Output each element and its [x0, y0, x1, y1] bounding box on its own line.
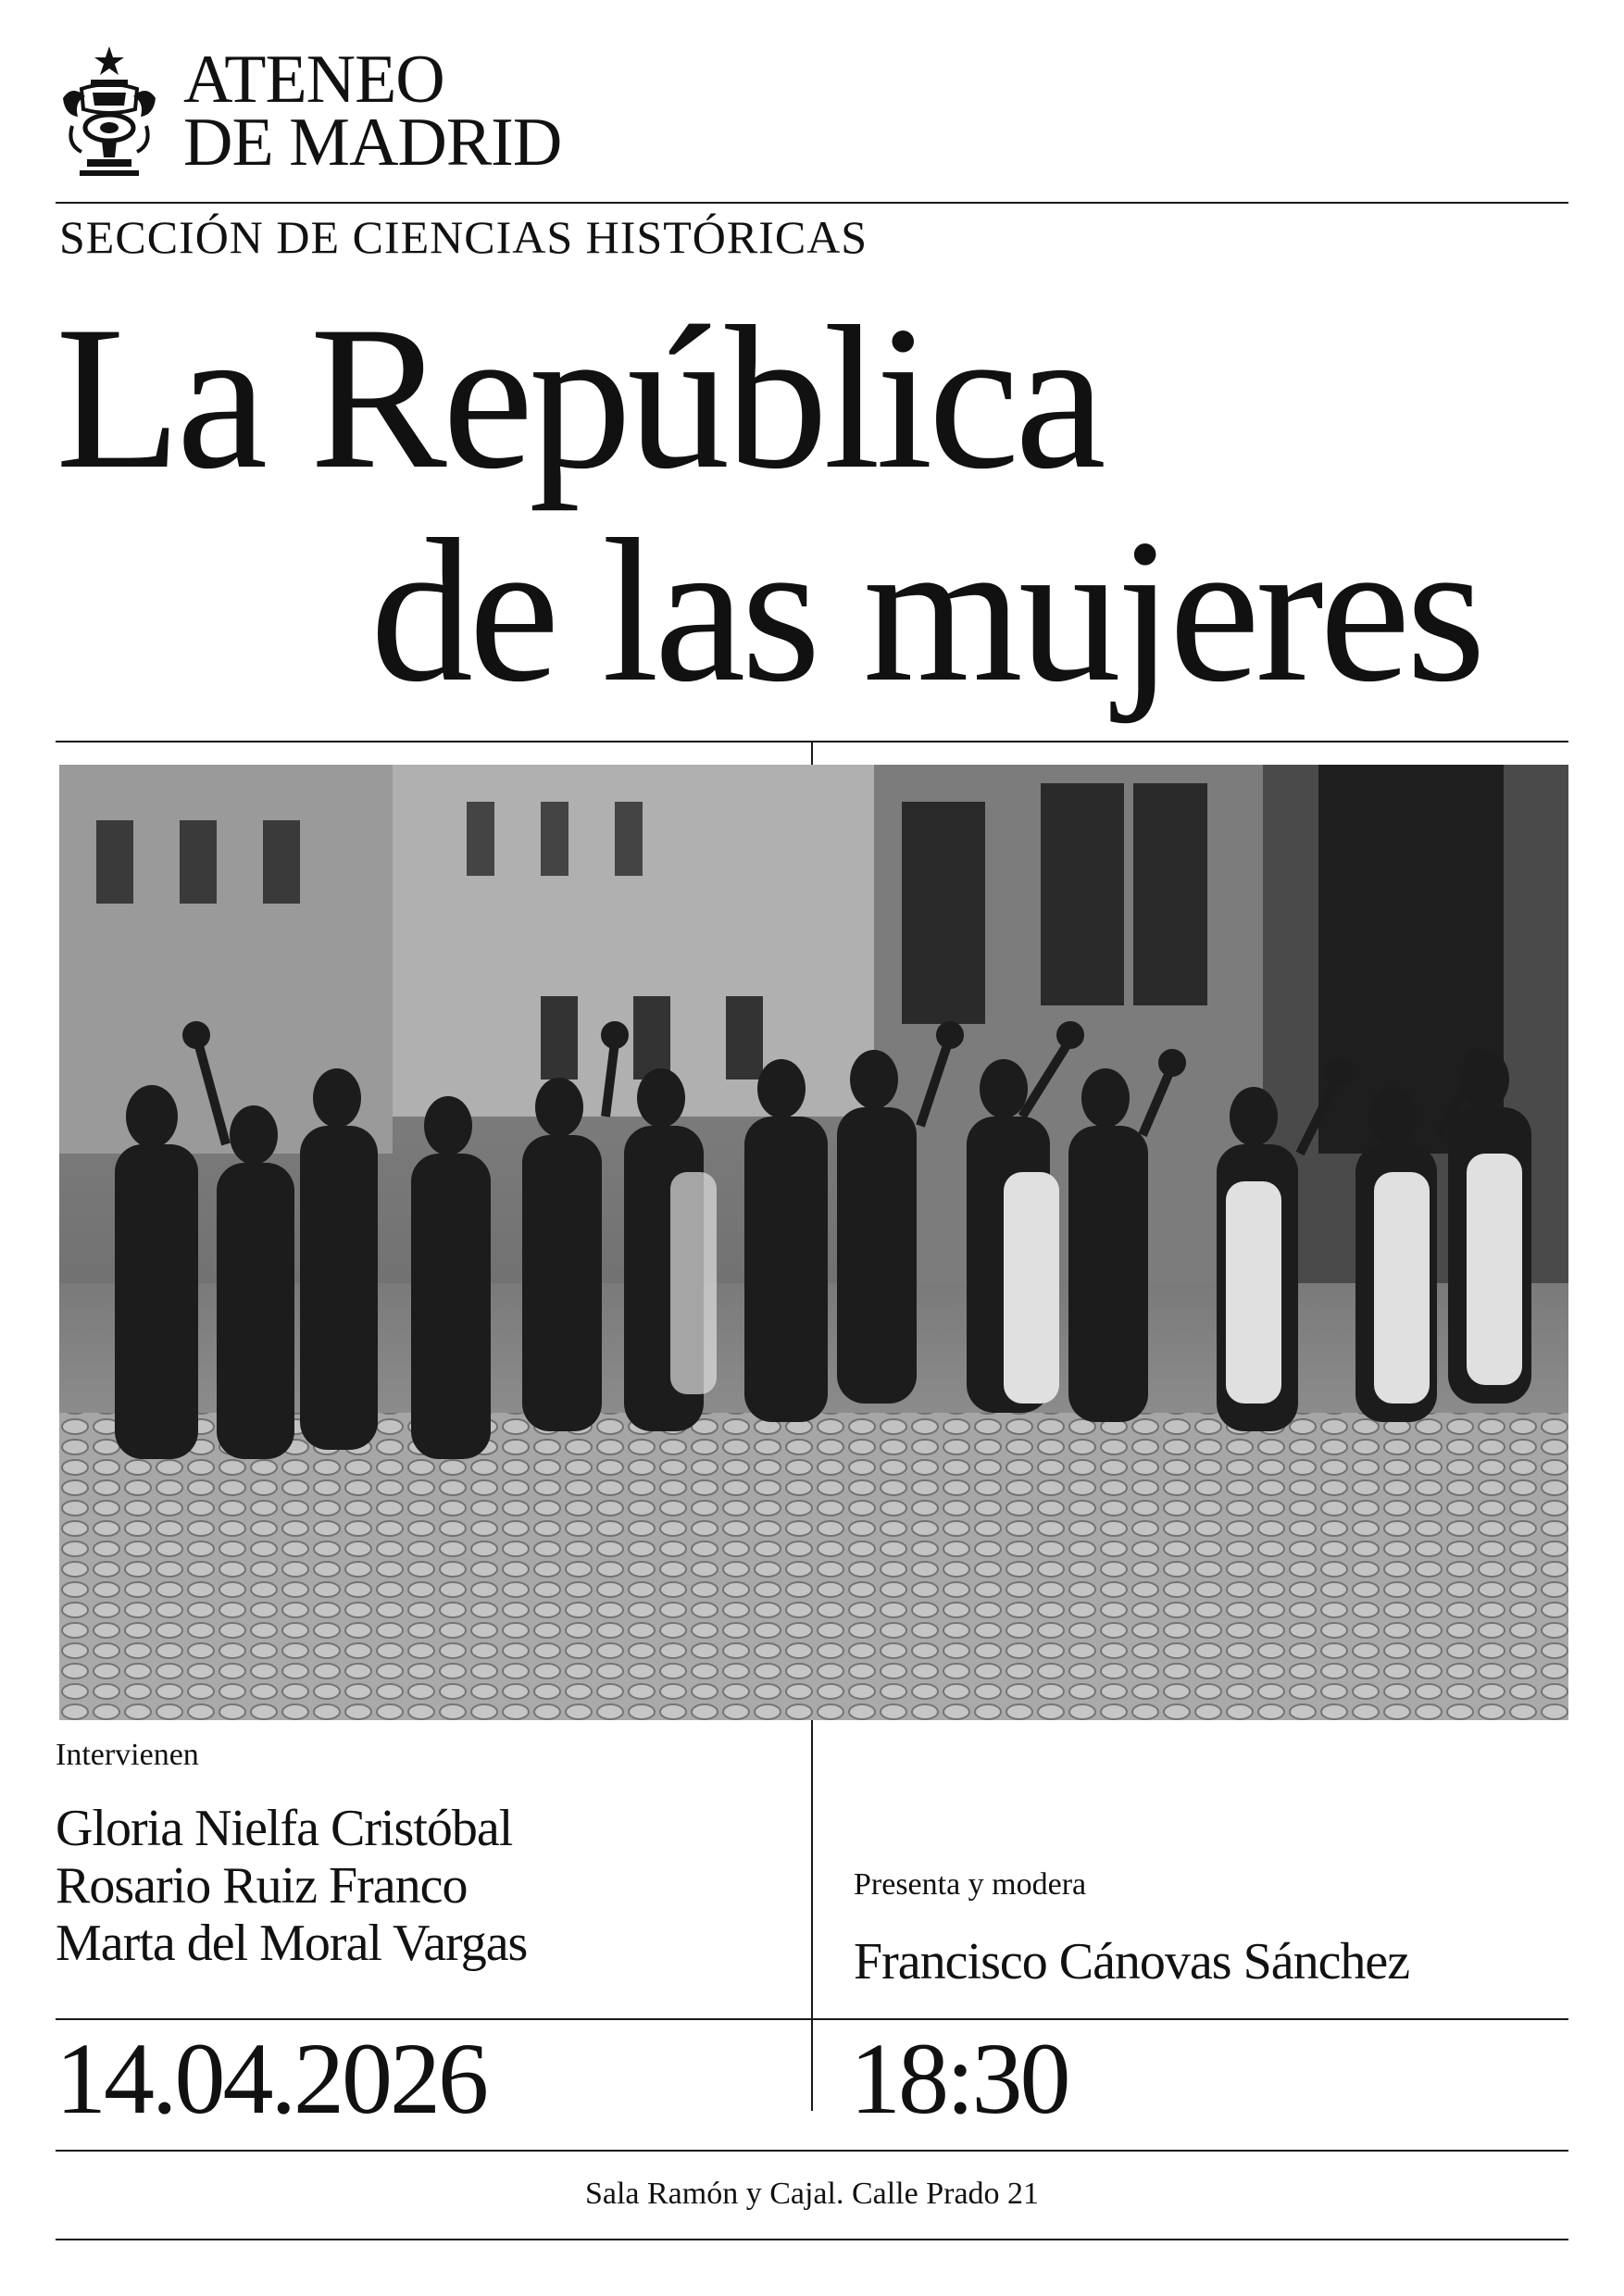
speaker-name: Marta del Moral Vargas: [56, 1915, 528, 1972]
women-marching-photo-icon: [59, 765, 1568, 1720]
speakers-list: [56, 1800, 527, 1972]
divider-footer: [56, 2239, 1568, 2240]
moderator-name: Francisco Cánovas Sánchez: [854, 1933, 1410, 1990]
column-divider: [811, 1720, 813, 2111]
divider-top: [56, 202, 1568, 204]
event-time: 18:30: [850, 2022, 1068, 2135]
crest-icon: [54, 43, 165, 181]
speaker-name: Rosario Ruiz Franco: [56, 1857, 468, 1915]
moderator-label: Presenta y modera: [854, 1867, 1087, 1902]
event-date: 14.04.2026: [56, 2022, 486, 2135]
org-name: [183, 42, 562, 181]
event-photo: [59, 765, 1568, 1720]
org-name-line1: ATENEO: [183, 42, 444, 118]
ateneo-logo-emblem: [54, 43, 165, 181]
org-name-line2: DE MADRID: [183, 105, 562, 181]
divider-bottom: [56, 2150, 1568, 2152]
event-venue: Sala Ramón y Cajal. Calle Prado 21: [584, 2177, 1040, 2211]
title-line2: de las mujeres: [370, 497, 1481, 725]
section-label: SECCIÓN DE CIENCIAS HISTÓRICAS: [59, 211, 868, 263]
speakers-label: Intervienen: [56, 1738, 199, 1772]
title-line1: La República: [56, 284, 1102, 512]
speaker-name: Gloria Nielfa Cristóbal: [56, 1800, 513, 1857]
divider-title-tick: [811, 741, 813, 765]
